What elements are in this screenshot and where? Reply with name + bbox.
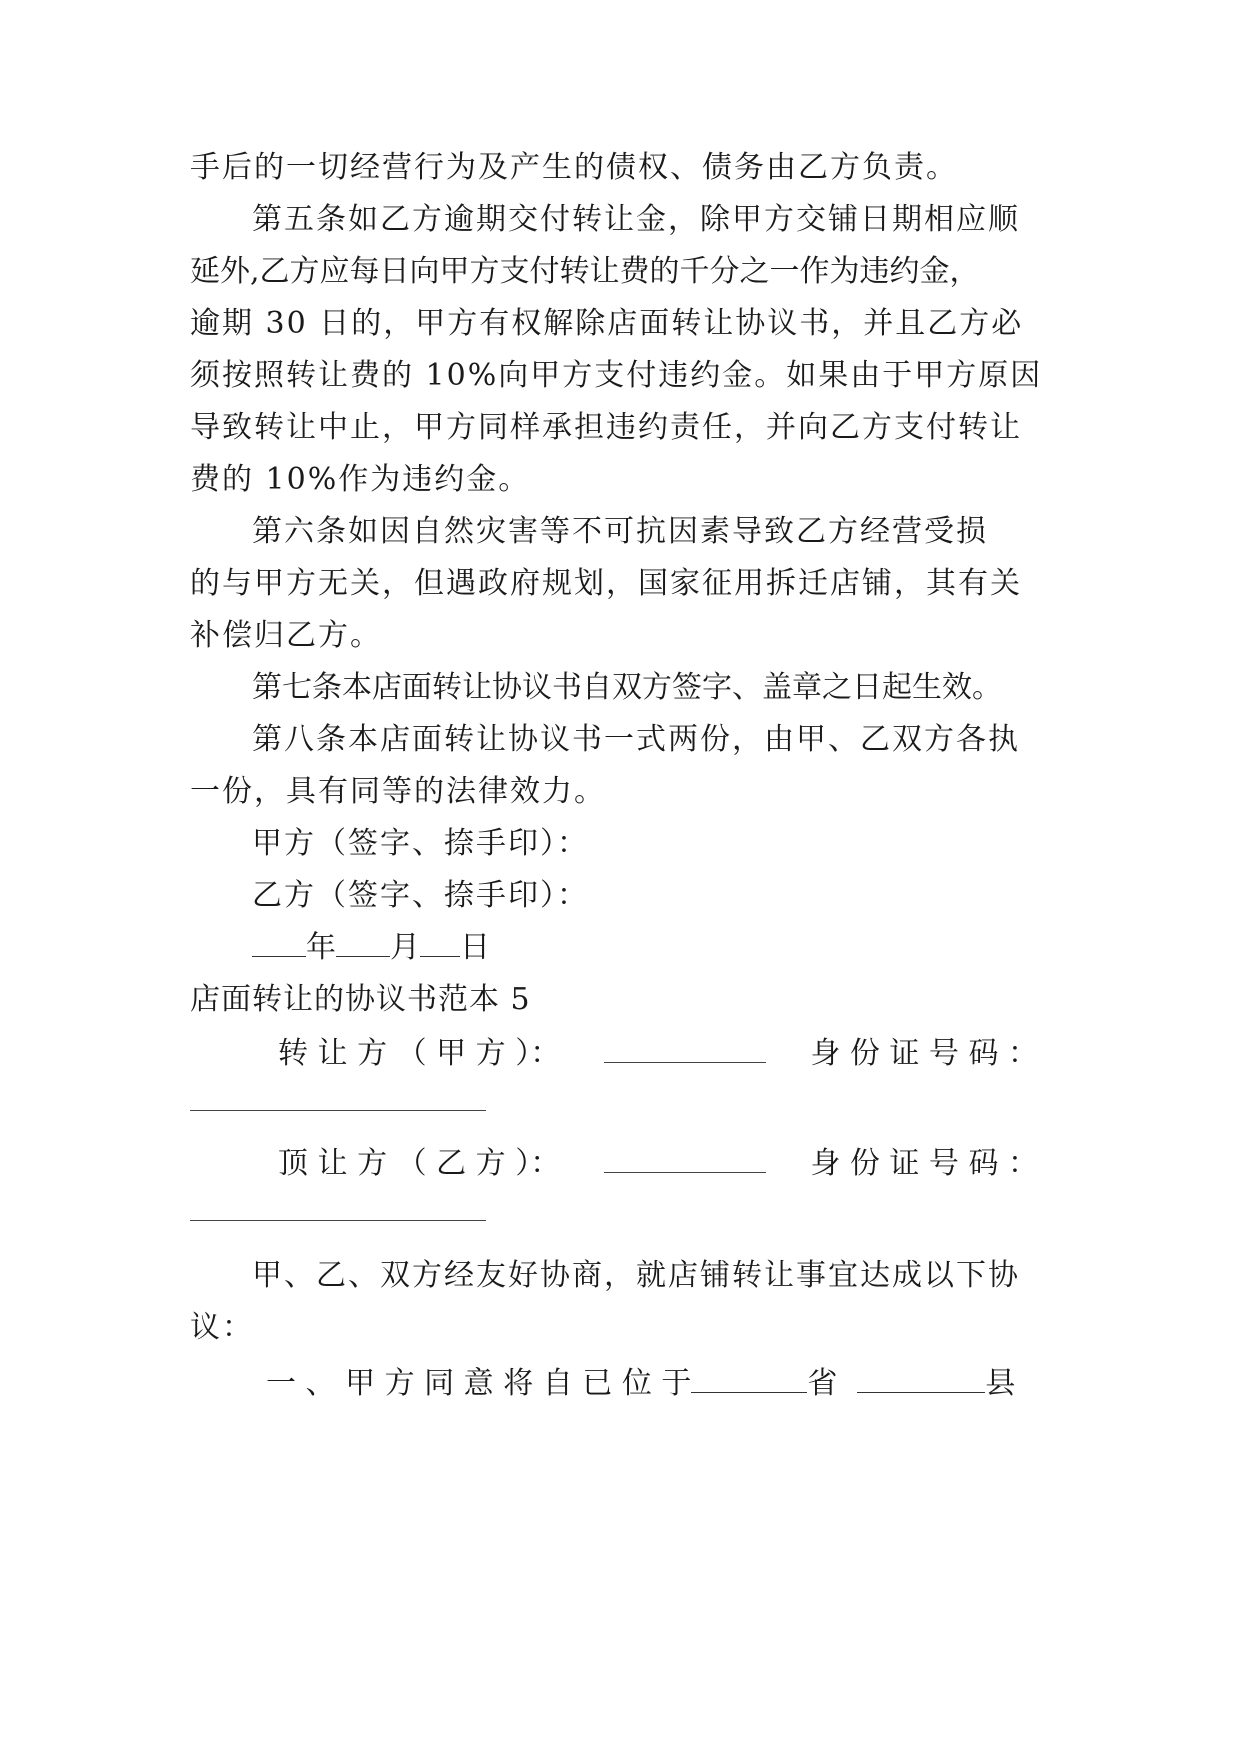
party-b-id-label: 身 份 证 号 码 ：	[810, 1146, 1038, 1181]
text-line: 议：	[190, 1310, 254, 1345]
party-b-row	[278, 1144, 1038, 1184]
text-line: 逾期 30 日的，甲方有权解除店面转让协议书，并且乙方必	[190, 306, 1024, 341]
party-a-id-blank	[190, 1110, 486, 1111]
text-line: 导致转让中止，甲方同样承担违约责任，并向乙方支付转让	[190, 410, 1022, 445]
year-blank	[252, 932, 306, 957]
text-line: 延外,乙方应每日向甲方支付转让费的千分之一作为违约金，	[190, 254, 980, 289]
text-line: 第五条如乙方逾期交付转让金，除甲方交铺日期相应顺	[252, 202, 1020, 237]
section-heading: 店面转让的协议书范本 5	[190, 982, 531, 1017]
party-a-row	[278, 1034, 1038, 1074]
county-blank	[857, 1368, 985, 1393]
party-a-role: 转 让 方 （ 甲 方 ）：	[278, 1036, 561, 1071]
party-b-name-blank	[604, 1150, 766, 1173]
year-label: 年	[306, 930, 336, 965]
clause-one-text: 一 、 甲 方 同 意 将 自 已 位 于	[266, 1366, 692, 1401]
day-label: 日	[460, 930, 490, 965]
party-a-name-blank	[604, 1040, 766, 1063]
date-line	[252, 928, 1132, 968]
text-line: 第八条本店面转让协议书一式两份，由甲、乙双方各执	[252, 722, 1020, 757]
text-line: 一份，具有同等的法律效力。	[190, 774, 606, 809]
signature-line-b: 乙方（签字、捺手印）：	[252, 878, 589, 913]
party-b-role: 顶 让 方 （ 乙 方 ）：	[278, 1146, 561, 1181]
province-blank	[691, 1368, 807, 1393]
text-line: 的与甲方无关，但遇政府规划，国家征用拆迁店铺，其有关	[190, 566, 1022, 601]
party-b-id-blank	[190, 1220, 486, 1221]
county-label: 县	[985, 1366, 1016, 1401]
province-label: 省	[807, 1366, 838, 1401]
day-blank	[420, 932, 460, 957]
signature-line-a: 甲方（签字、捺手印）：	[252, 826, 589, 861]
text-line: 第六条如因自然灾害等不可抗因素导致乙方经营受损	[252, 514, 988, 549]
clause-one-line	[266, 1364, 1146, 1404]
month-blank	[336, 932, 390, 957]
text-line: 须按照转让费的 10%向甲方支付违约金。如果由于甲方原因	[190, 358, 1043, 393]
text-line: 第七条本店面转让协议书自双方签字、盖章之日起生效。	[252, 670, 1002, 705]
month-label: 月	[390, 930, 420, 965]
text-line: 补偿归乙方。	[190, 618, 382, 653]
text-line: 甲、乙、双方经友好协商，就店铺转让事宜达成以下协	[252, 1258, 1020, 1293]
text-line: 费的 10%作为违约金。	[190, 462, 531, 497]
text-line: 手后的一切经营行为及产生的债权、债务由乙方负责。	[190, 150, 958, 185]
party-a-id-label: 身 份 证 号 码 ：	[810, 1036, 1038, 1071]
